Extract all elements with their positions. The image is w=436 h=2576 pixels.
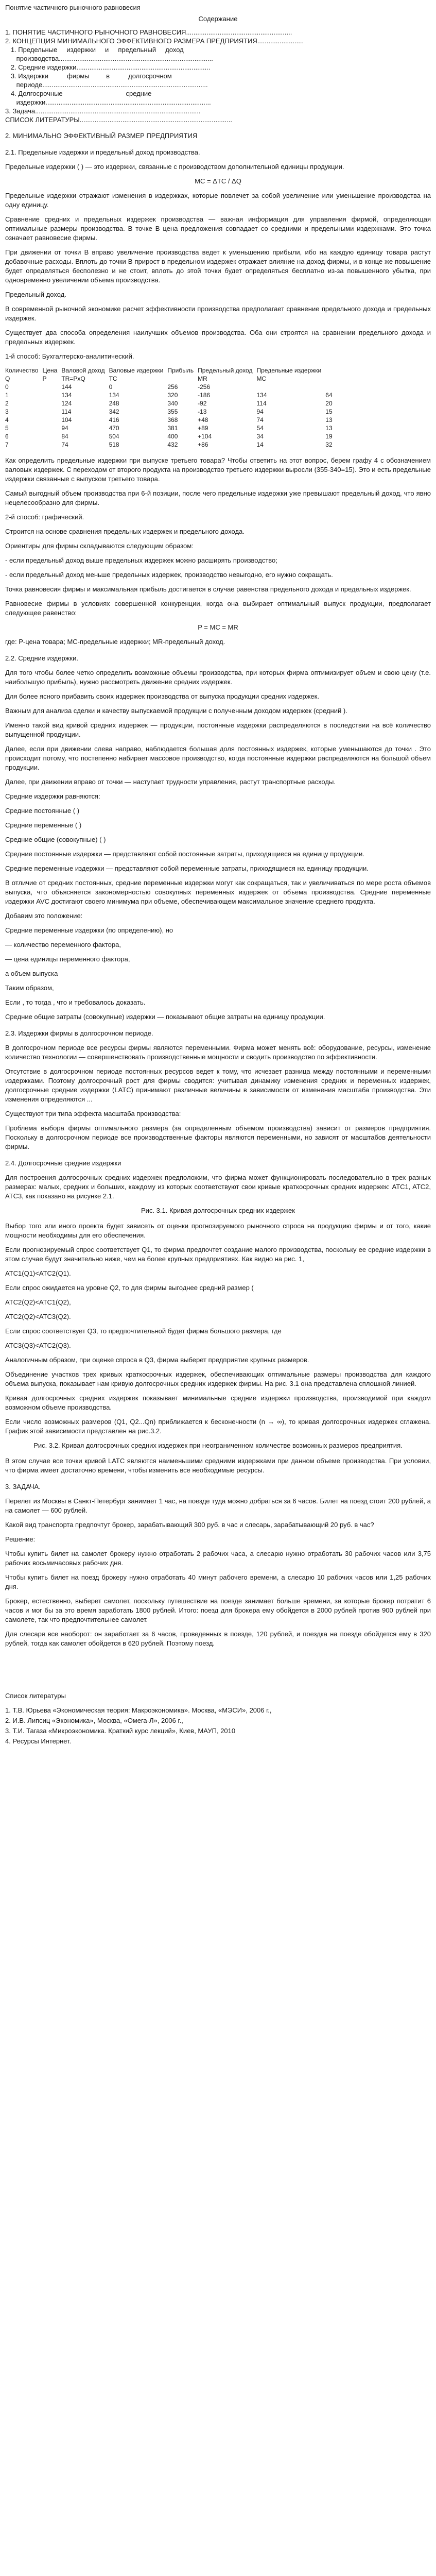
toc-line[interactable]: 2. КОНЦЕПЦИЯ МИНИМАЛЬНОГО ЭФФЕКТИВНОГО РАЗМЕРА ПРЕДПРИЯТИЯ......................... [5,37,304,45]
paragraph: Брокер, естественно, выберет самолет, поскольку путешествие на поезде занимает больше времени, за которые брокер потратит 6 часов и мог бы за это время заработать 1800 рублей. Итого: поезд для брокера ему обойдется в 2000 рублей против 900 рублей при самолете, так что предпочтительнее самолет. [5,1597,431,1623]
table-cell: 4 [5,416,9,423]
table-cell: 94 [256,408,264,415]
table-cell: 3 [5,408,9,415]
paragraph: Объединение участков трех кривых краткосрочных издержек, обеспечивающих оптимальные размеры производства для каждого объема выпуска, показывает нам кривую долгосрочных средних издержек фирмы. На рис. 3.1 она представлена сплошной линией. [5,1370,431,1387]
table-subheader: MC [256,375,267,382]
paragraph: Предельные издержки ( ) — это издержки, связанные с производством дополнительной единицы продукции. [5,163,344,171]
paragraph: В современной рыночной экономике расчет эффективности производства предполагает сравнение предельного дохода и предельных издержек. [5,305,431,322]
table-subheader: P [42,375,47,382]
paragraph: Предельные издержки отражают изменения в издержках, которые повлечет за собой увеличение или уменьшение производства на одну единицу. [5,192,431,209]
table-cell: 64 [325,392,333,399]
table-cell [42,391,61,399]
paragraph: В отличие от средних постоянных, средние переменные издержки могут как сокращаться, так и увеличиваться по мере роста объемов выпуска, что объясняется закономерностью совокупных переменных издержек от объема производства. Средние переменные издержки AVC достигают своего минимума при объеме, обеспечивающем максимальное значение среднего продукта. [5,879,431,905]
table-subheader: Q [5,375,10,382]
toc-line[interactable]: 1. ПОНЯТИЕ ЧАСТИЧНОГО РЫНОЧНОГО РАВНОВЕСИЯ......................................................... [5,28,292,36]
table-header: Прибыль [167,367,194,374]
table-header: Предельный доход [198,367,253,374]
paragraph: Если спрос ожидается на уровне Q2, то для фирмы выгоднее средний размер ( [5,1284,254,1292]
paragraph: Проблема выбора фирмы оптимального размера (за определенным объемом производства) зависит от размеров предприятия. Поскольку в долгосрочном периоде все производственные факторы являются переменными, но зависят от масштабов деятельности фирмы. [5,1124,431,1150]
paragraph: При движении от точки В вправо увеличение производства ведет к уменьшению прибыли, ибо на каждую единицу товара растут добавочные расходы. Вплоть до точки В прирост в предельном издержек отражает влияние на доход фирмы, и в конце же повышение будет определяться бесполезно и не стоит, вплоть до этой точки будет определяться бесплатно из-за повышенного убытка, при одновременно увеличении объема производства. [5,248,431,284]
paragraph: где: Р-цена товара; МС-предельные издержки; МR-предельный доход. [5,638,225,646]
paragraph: В долгосрочном периоде все ресурсы фирмы являются переменными. Фирма может менять всё: оборудование, ресурсы, изменение количество технологии — совершенствовать производственные мощности и сводить производство по эффективности. [5,1044,431,1061]
toc-line[interactable]: 2. Средние издержки........................................................................ [5,63,211,71]
toc-line[interactable]: 3. Задача......................................................................................... [5,107,201,115]
section-2-4-title: 2.4. Долгосрочные средние издержки [5,1159,121,1167]
table-cell: 14 [256,441,264,448]
table-subheader [167,375,198,383]
paragraph: Средние общие затраты (совокупные) издержки — показывают общие затраты на единицу продукции. [5,1013,325,1021]
table-cell: 432 [167,441,178,448]
toc-line[interactable]: 3. Издержки фирмы в долгосрочном [5,72,172,80]
figure-caption: Рис. 3.2. Кривая долгосрочных средних издержек при неограниченном количестве возможных размеров предприятия. [33,1442,403,1449]
paragraph: Для более ясного прибавить своих издержек производства от выпуска продукции средних издержек. [5,692,319,700]
paragraph: 2-й способ: графический. [5,513,84,521]
table-cell: 104 [61,416,72,423]
toc-line[interactable]: СПИСОК ЛИТЕРАТУРЫ.................................................................................. [5,116,232,124]
table-cell: 256 [167,383,178,391]
toc-line[interactable]: производства................................................................................... [5,55,213,62]
paragraph: Средние постоянные ( ) [5,807,80,815]
paragraph: Равновесие фирмы в условиях совершенной конкуренции, когда она выбирает оптимальный выпуск продукции, предполагает следующее равенство: [5,600,431,617]
formula-mc: MC = ΔTC / ΔQ [195,177,241,185]
paragraph: Самый выгодный объем производства при 6-й позиции, после чего предельные издержки уже превышают предельный доход, что явно нецелесообразно для фирмы. [5,489,431,506]
paragraph: 1-й способ: Бухгалтерско-аналитический. [5,352,134,360]
paragraph: Таким образом, [5,984,54,992]
toc-line[interactable]: 4. Долгосрочные средние [5,90,152,97]
table-cell: 34 [256,433,264,440]
table-row [5,391,337,399]
table-header: Цена [42,367,58,374]
table-cell: 7 [5,441,9,448]
paragraph: В этом случае все точки кривой LATC являются наименьшими средними издержками при данном объеме производства. При условии, что фирма имеет достаточно времени, чтобы изменить все необходимые ресурсы. [5,1457,431,1474]
paragraph: Средние переменные издержки (по определению), но [5,926,173,934]
paragraph: Средние издержки равняются: [5,792,100,800]
reference-item: 1. Т.В. Юрьева «Экономическая теория: Макроэкономика». Москва, «МЭСИ», 2006 г., [5,1706,272,1714]
table-row [5,424,337,432]
table-cell: 6 [5,433,9,440]
paragraph: Средние переменные ( ) [5,821,82,829]
reference-item: 4. Ресурсы Интернет. [5,1737,72,1745]
document-title: Понятие частичного рыночного равновесия [5,4,141,11]
table-row [5,399,337,408]
paragraph: Для того чтобы более четко определить возможные объемы производства, при которых фирма оптимизирует объем и свою цену (т.е. наибольшую прибыль), нужно рассмотреть движение средних издержек. [5,669,431,686]
table-row [5,383,337,391]
table-cell: 144 [61,383,72,391]
table-cell: 74 [61,441,68,448]
table-cell: 2 [5,400,9,407]
table-cell: 13 [325,425,333,432]
revenue-cost-table [5,366,337,449]
table-cell: +48 [198,416,208,423]
paragraph: Добавим это положение: [5,912,83,920]
paragraph: Сравнение средних и предельных издержек производства — важная информация для управления фирмой, определяющая оптимальные размеры производства. В точке В цена предложения совпадает со средними и предельными издержками. Это точка означает равновесие фирмы. [5,215,431,242]
paragraph: Перелет из Москвы в Санкт-Петербург занимает 1 час, на поезде туда можно добраться за 6 часов. Билет на поезд стоит 200 рублей, а на самолет — 600 рублей. [5,1497,431,1514]
table-cell [42,399,61,408]
paragraph: Существует два способа определения наилучших объемов производства. Оба они строятся на сравнении предельного дохода и предельных издержек. [5,329,431,346]
table-cell: 504 [109,433,119,440]
table-cell [42,440,61,449]
paragraph: ATC2(Q2)<ATC1(Q2), [5,1298,71,1306]
paragraph: - если предельный доход выше предельных издержек можно расширять производство; [5,556,277,564]
table-subheader-row [5,375,337,383]
table-cell: -256 [198,383,211,391]
reference-item: 3. Т.И. Тагаза «Микроэкономика. Краткий курс лекций», Киев, МАУП, 2010 [5,1727,236,1735]
paragraph: Выбор того или иного проекта будет зависеть от оценки прогнозируемого рыночного спроса на продукцию фирмы и от того, какие мощности необходимы для его обеспечения. [5,1222,431,1239]
table-header-row [5,366,337,375]
section-2-title: 2. МИНИМАЛЬНО ЭФФЕКТИВНЫЙ РАЗМЕР ПРЕДПРИЯТИЯ [5,132,198,140]
table-header: Валовые издержки [109,367,164,374]
contents-heading: Содержание [198,15,238,23]
table-cell: +104 [198,433,212,440]
paragraph: Средние переменные издержки — представляют собой переменные затраты, приходящиеся на единицу продукции. [5,865,369,872]
paragraph: Если , то тогда , что и требовалось доказать. [5,998,146,1006]
paragraph: Аналогичным образом, при оценке спроса в Q3, фирма выберет предприятие крупных размеров. [5,1356,309,1364]
table-row [5,432,337,440]
paragraph: Отсутствие в долгосрочном периоде постоянных ресурсов ведет к тому, что исчезает разница между постоянными и переменными издержками. Поэтому долгосрочный рост для фирмы сводится: учитывая динамику изменения средних и переменных издержек, долгосрочные средние издержки (LATC) принимают различные величины в зависимости от изменения масштаба производства. Эти изменения определяются ... [5,1067,431,1103]
toc-line[interactable]: периоде......................................................................................... [5,81,208,89]
table-row [5,440,337,449]
paragraph: Если прогнозируемый спрос соответствует Q1, то фирма предпочтет создание малого производства, поскольку ее средние издержки в этом случае будут значительно ниже, чем на более крупных предприятиях. Как видно на рис. 1, [5,1246,431,1263]
table-cell: 134 [109,392,119,399]
table-cell: 400 [167,433,178,440]
table-cell: 368 [167,416,178,423]
table-cell: -13 [198,408,207,415]
table-row [5,416,337,424]
paragraph: Кривая долгосрочных средних издержек показывает минимальные средние издержки производства, производимой при каждом возможном объеме производства. [5,1394,431,1411]
table-cell: 470 [109,425,119,432]
paragraph: Именно такой вид кривой средних издержек — продукции, постоянные издержки распределяются в последствии на всё количество выпущенной продукции. [5,721,431,738]
paragraph: Средние общие (совокупные) ( ) [5,836,106,843]
table-cell [42,416,61,424]
table-cell [42,424,61,432]
table-cell: -92 [198,400,207,407]
formula-equilibrium: P = MC = MR [198,623,238,631]
paragraph: а объем выпуска [5,970,58,977]
table-cell: 342 [109,408,119,415]
paragraph: Существуют три типа эффекта масштаба производства: [5,1110,181,1117]
table-cell [42,383,61,391]
table-cell: 74 [256,416,264,423]
toc-line[interactable]: 1. Предельные издержки и предельный доход [5,46,184,54]
paragraph: ATC3(Q3)<ATC2(Q3). [5,1342,71,1349]
table-header: Валовой доход [61,367,105,374]
table-cell: 320 [167,392,178,399]
table-cell [325,383,336,391]
table-cell: 20 [325,400,333,407]
section-2-3-title: 2.3. Издержки фирмы в долгосрочном периоде. [5,1029,153,1037]
paragraph: Чтобы купить билет на самолет брокеру нужно отработать 2 рабочих часа, а слесарю нужно отработать 30 рабочих часов или 3,75 рабочих восьмичасовых рабочих дня. [5,1550,431,1567]
table-cell: 114 [256,400,267,407]
table-subheader: TC [109,375,117,382]
table-cell: 15 [325,408,333,415]
table-cell: 0 [5,383,9,391]
table-cell: 19 [325,433,333,440]
paragraph: Решение: [5,1535,36,1543]
paragraph: Если спрос соответствует Q3, то предпочтительной будет фирма большого размера, где [5,1327,282,1335]
toc-line[interactable]: издержки......................................................................................... [5,98,211,106]
section-3-title: 3. ЗАДАЧА. [5,1483,41,1490]
paragraph: Ориентиры для фирмы складываются следующим образом: [5,542,194,550]
table-subheader: TR=PxQ [61,375,85,382]
figure-caption: Рис. 3.1. Кривая долгосрочных средних издержек [141,1207,295,1214]
table-cell: 94 [61,425,68,432]
section-2-1-title: 2.1. Предельные издержки и предельный доход производства. [5,148,200,156]
table-cell: 134 [61,392,72,399]
table-of-contents [5,28,431,124]
paragraph: Предельный доход. [5,291,66,298]
paragraph: Какой вид транспорта предпочтут брокер, зарабатывающий 300 руб. в час и слесарь, зарабатывающий 20 руб. в час? [5,1521,374,1529]
table-subheader: MR [198,375,207,382]
paragraph: Точка равновесия фирмы и максимальная прибыль достигается в случае равенства предельного дохода и предельных издержек. [5,585,411,593]
table-body [5,383,337,449]
paragraph: — цена единицы переменного фактора, [5,955,130,963]
table-cell: 84 [61,433,68,440]
paragraph: Для построения долгосрочных средних издержек предположим, что фирма может функционировать последовательно в трех разных размерах: малых, средних и больших, каждому из которых соответствуют свои кривые краткосрочных средних издержек: ATC1, ATC2, ATC3, как показано на рисунке 2.1. [5,1174,431,1200]
paragraph: Для слесаря все наоборот: он заработает за 6 часов, проведенных в поезде, 120 рублей, и поездка на поезде обойдется ему в 320 рублей, тогда как самолет обойдется в 620 рублей. Поэтому поезд. [5,1630,431,1647]
table-cell: 381 [167,425,178,432]
table-cell: 518 [109,441,119,448]
table-cell: 248 [109,400,119,407]
reference-item: 2. И.В. Липсиц «Экономика», Москва, «Омега-Л», 2006 г., [5,1717,183,1724]
paragraph: — количество переменного фактора, [5,941,121,948]
paragraph: Важным для анализа сделки и качеству выпускаемой продукции с полученным доходом издержек (средний ). [5,707,347,715]
table-cell: 134 [256,392,267,399]
paragraph: - если предельный доход меньше предельных издержек, производство невыгодно, его нужно сокращать. [5,571,333,579]
table-cell: 416 [109,416,119,423]
table-cell: +86 [198,441,208,448]
table-cell: 340 [167,400,178,407]
paragraph: Средние постоянные издержки — представляют собой постоянные затраты, приходящиеся на единицу продукции. [5,850,364,858]
table-cell [42,432,61,440]
paragraph: Далее, при движении вправо от точки — наступает трудности управления, растут транспортные расходы. [5,778,336,786]
table-cell: 13 [325,416,333,423]
paragraph: Далее, если при движении слева направо, наблюдается большая доля постоянных издержек, которые уменьшаются до точки . Это происходит потому, что постепенно набирает массовое производство, когда постоянные издержки распределяются на большой объем продукции. [5,745,431,771]
section-2-2-title: 2.2. Средние издержки. [5,654,78,662]
table-cell: 114 [61,408,72,415]
paragraph: Чтобы купить билет на поезд брокеру нужно отработать 40 минут рабочего времени, а слесарю 10 рабочих часов или 1,25 рабочих дня. [5,1573,431,1590]
table-cell: 32 [325,441,333,448]
table-cell: 124 [61,400,72,407]
spacer [5,1653,431,1684]
table-cell: 355 [167,408,178,415]
table-cell: 5 [5,425,9,432]
paragraph: Если число возможных размеров (Q1, Q2...Qn) приближается к бесконечности (n → ∞), то кривая долгосрочных издержек сглажена. График этой зависимости представлен на рис.3.2. [5,1418,431,1435]
paragraph: Как определить предельные издержки при выпуске третьего товара? Чтобы ответить на этот вопрос, берем графу 4 с обозначением валовых издержек. С переходом от второго продукта на производство третьего издержки выросли (355-340=15). Это и есть предельные издержки связанные с выпуском третьего товара. [5,456,431,483]
table-cell: 54 [256,425,264,432]
references-list [5,1706,431,1746]
paragraph: Строится на основе сравнения предельных издержек и предельного дохода. [5,528,245,535]
references-title: Список литературы [5,1692,66,1700]
paragraph: ATC1(Q1)<ATC2(Q1). [5,1269,71,1277]
table-cell: +89 [198,425,208,432]
table-cell: -186 [198,392,211,399]
table-header: Предельные издержки [256,367,322,374]
table-cell: 0 [109,383,113,391]
table-cell [42,408,61,416]
table-header: Количество [5,367,39,374]
table-cell: 1 [5,392,9,399]
table-row [5,408,337,416]
table-cell [256,383,325,391]
paragraph: ATC2(Q2)<ATC3(Q2). [5,1313,71,1320]
